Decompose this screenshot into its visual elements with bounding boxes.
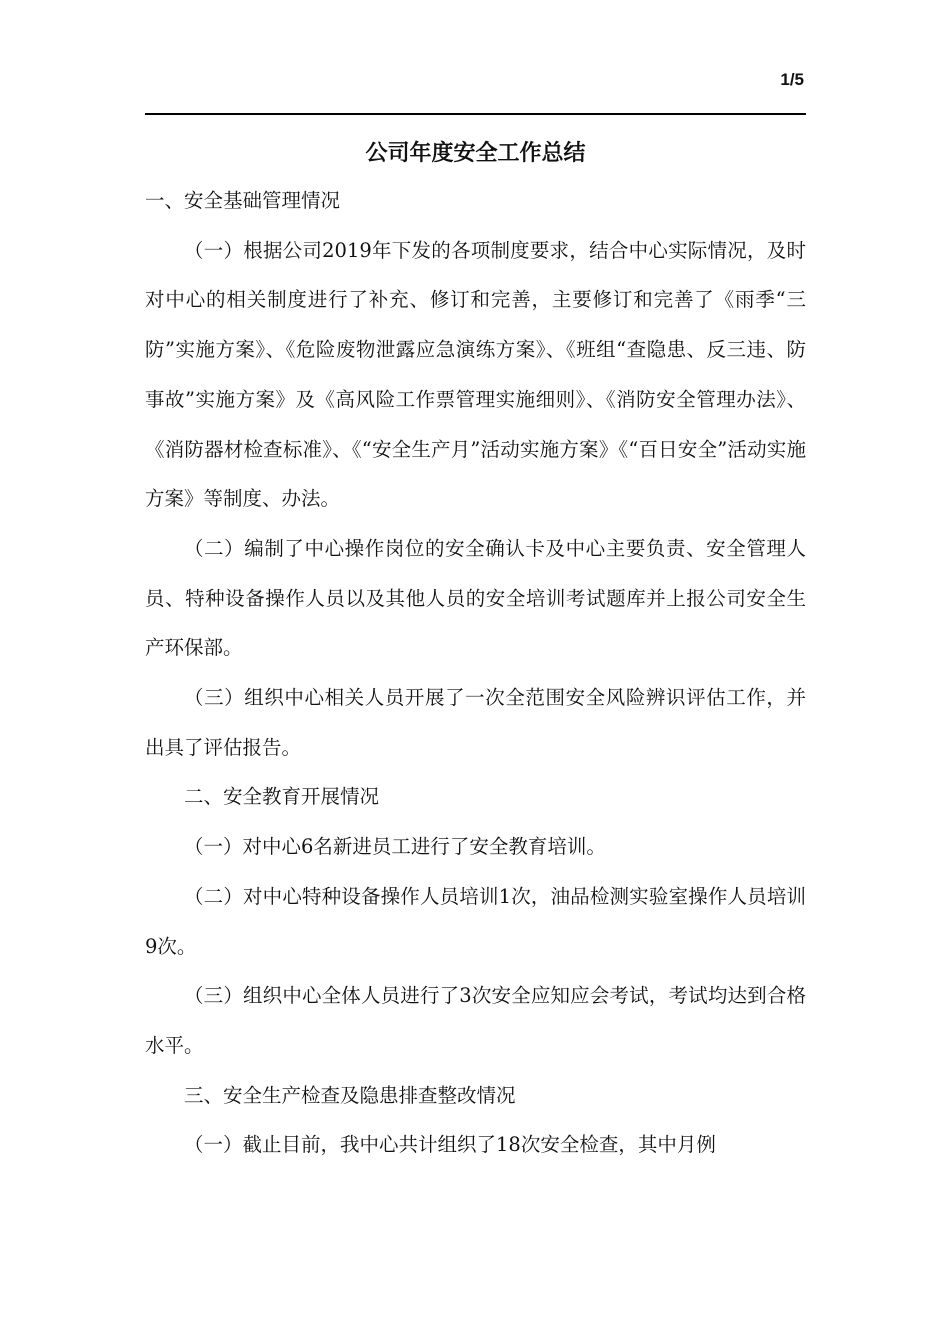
page-number: 1/5	[780, 70, 804, 89]
header-rule	[145, 113, 806, 115]
section-heading-2: 二、安全教育开展情况	[184, 785, 380, 809]
paragraph: （三）组织中心相关人员开展了一次全范围安全风险辨识评估工作，并出具了评估报告。	[145, 686, 806, 759]
paragraph: （一）根据公司2019年下发的各项制度要求，结合中心实际情况，及时对中心的相关制度进行了补充、修订和完善，主要修订和完善了《雨季“三防”实施方案》、《危险废物泄露应急演练方案》、《班组“查隐患、反三违、防事故”实施方案》及《高风险工作票管理实施细则》、《消防安全管理办法》、《消防器材检查标准》、《“安全生产月”活动实施方案》《“百日安全”活动实施方案》等制度、办法。	[145, 238, 806, 511]
section-heading-1: 一、安全基础管理情况	[145, 189, 341, 212]
section-heading-3: 三、安全生产检查及隐患排查整改情况	[184, 1083, 516, 1107]
paragraph: （三）组织中心全体人员进行了3次安全应知应会考试，考试均达到合格水平。	[145, 984, 806, 1057]
paragraph: （一）对中心6名新进员工进行了安全教育培训。	[184, 835, 606, 859]
paragraph: （二）对中心特种设备操作人员培训1次，油品检测实验室操作人员培训9次。	[145, 884, 806, 958]
paragraph: （二）编制了中心操作岗位的安全确认卡及中心主要负责、安全管理人员、特种设备操作人员以及其他人员的安全培训考试题库并上报公司安全生产环保部。	[145, 536, 806, 660]
paragraph: （一）截止目前，我中心共计组织了18次安全检查，其中月例	[184, 1133, 716, 1157]
document-title: 公司年度安全工作总结	[365, 141, 586, 166]
document-body	[145, 176, 806, 1170]
